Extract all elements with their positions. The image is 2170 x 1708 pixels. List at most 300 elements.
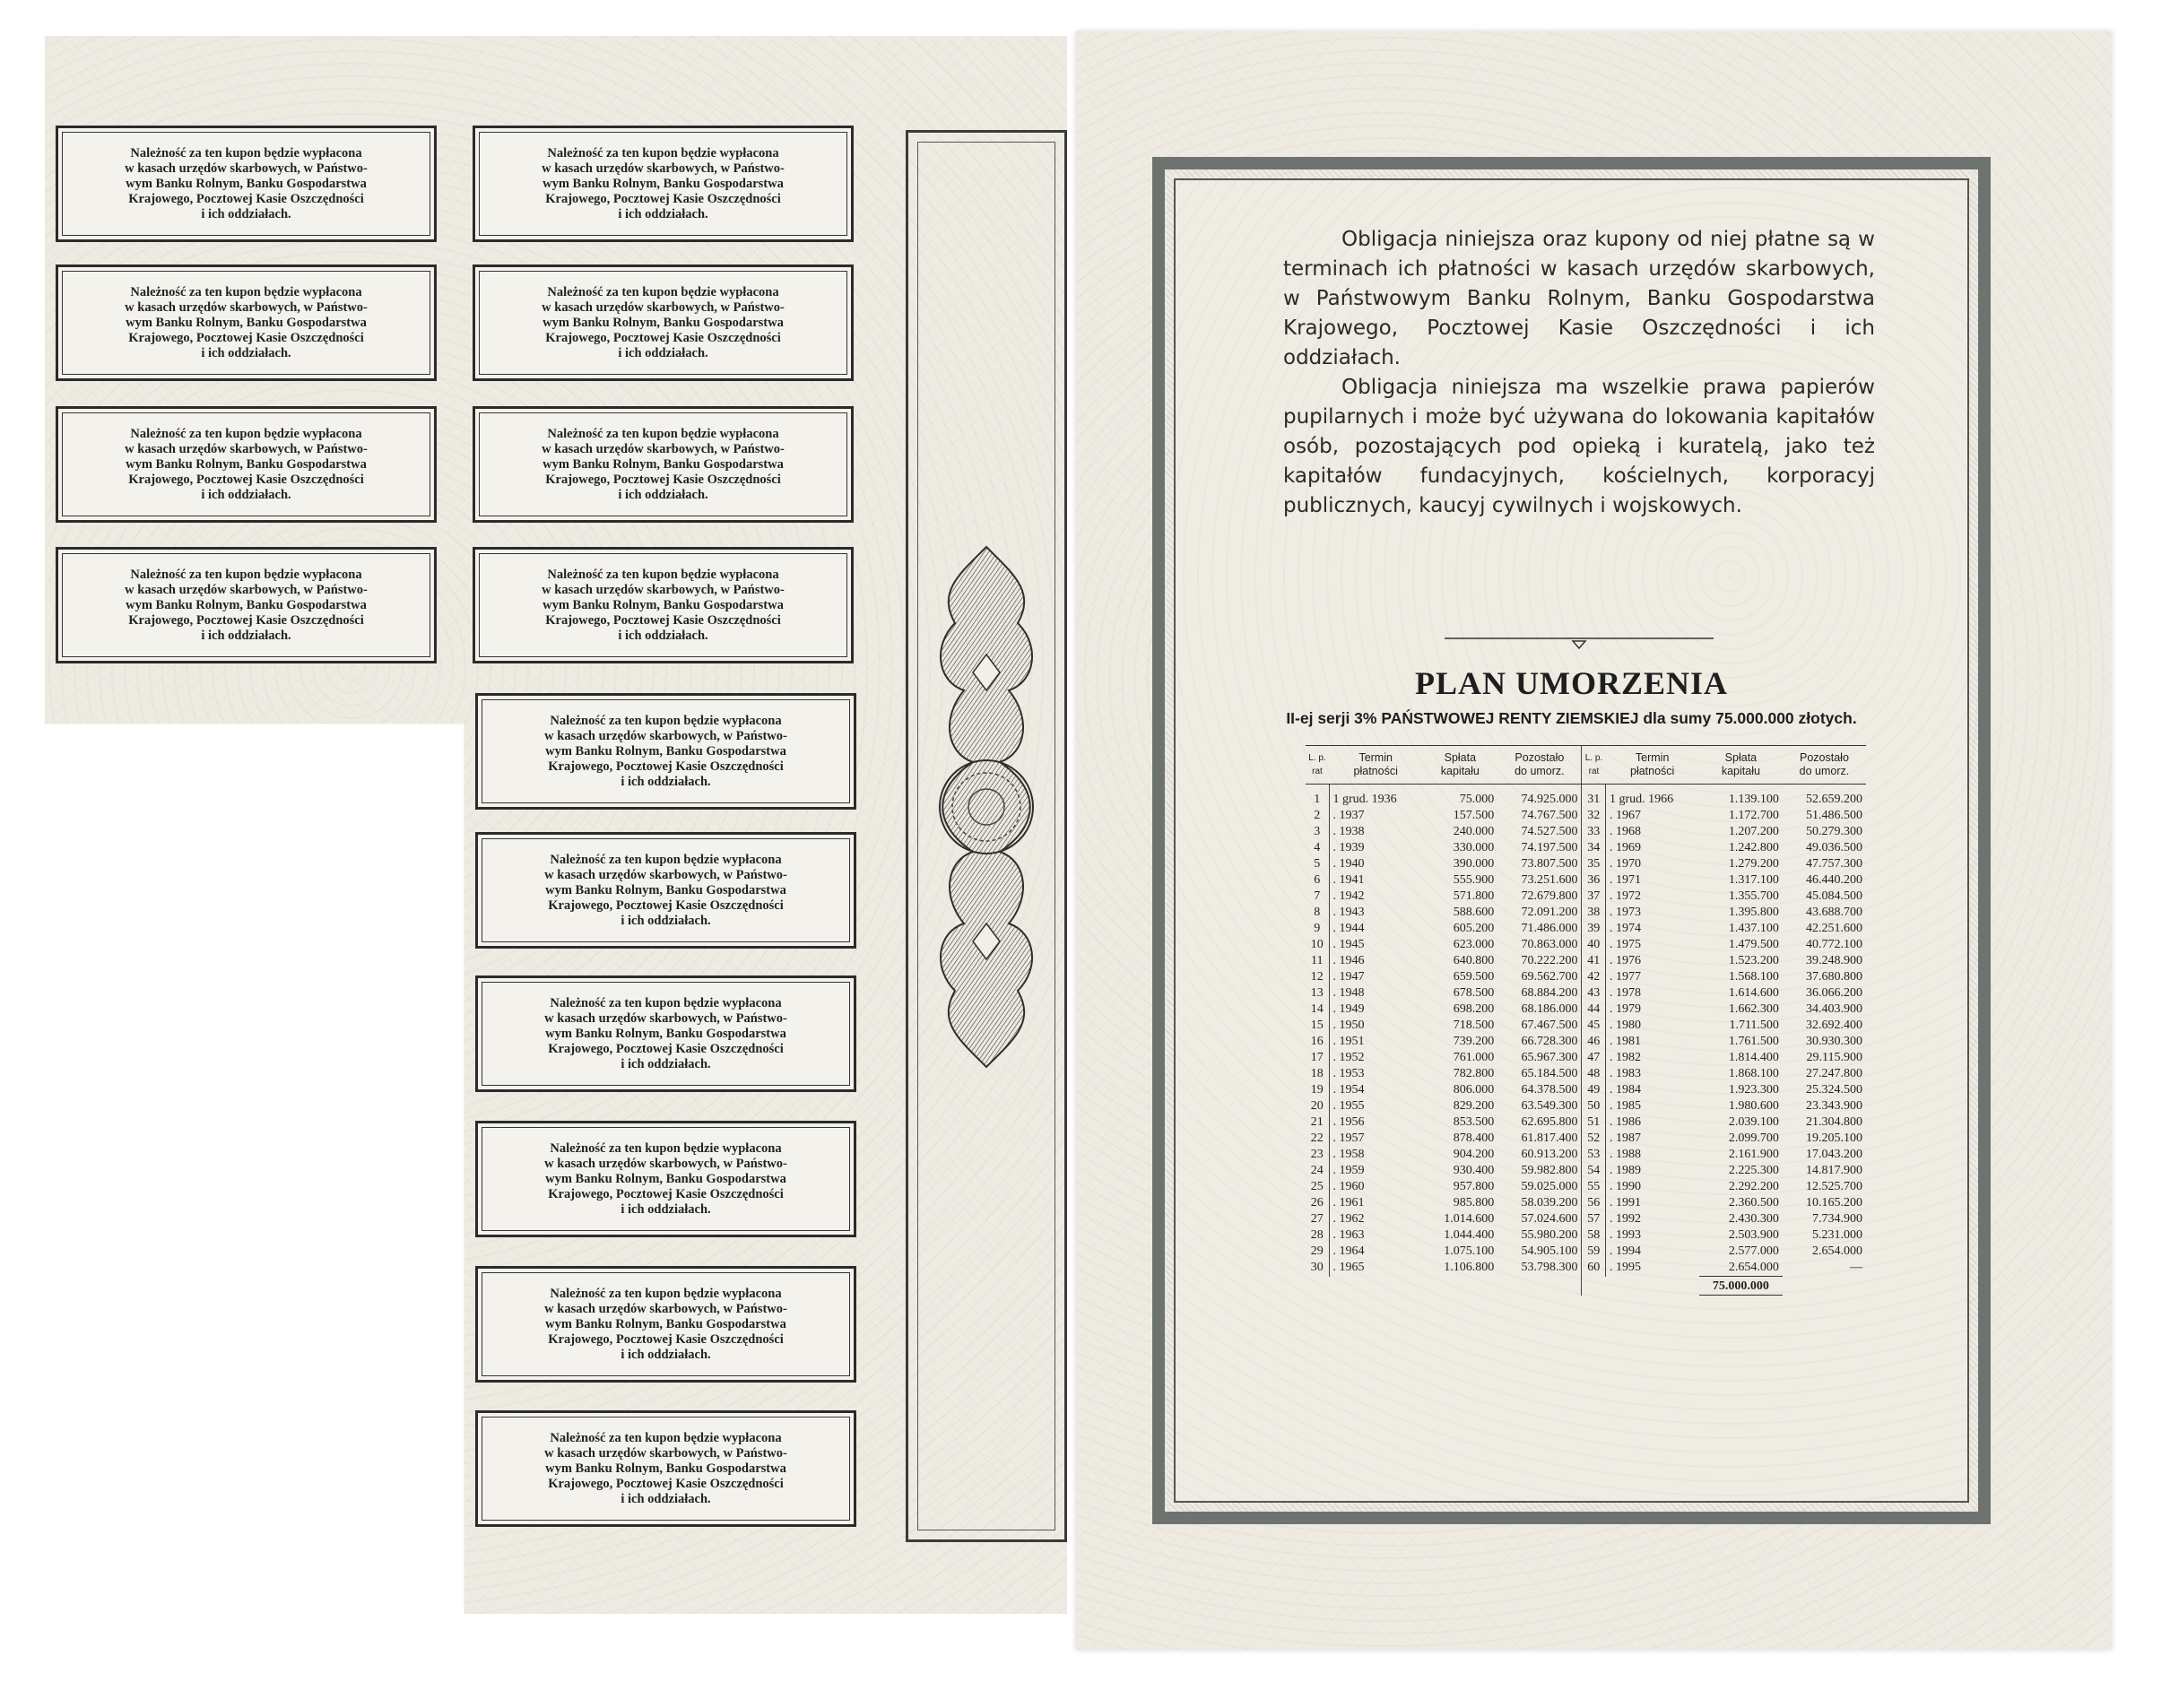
row-number: 14 [1310,1002,1324,1016]
coupon [475,1266,856,1383]
capital-repayment: 2.039.100 [1728,1115,1779,1129]
capital-repayment: 985.800 [1453,1196,1495,1209]
capital-repayment: 1.279.200 [1728,857,1779,871]
remaining-balance: 23.343.900 [1806,1099,1862,1113]
payment-term: . 1968 [1605,824,1698,840]
row-number: 5 [1314,857,1321,871]
row-number: 38 [1587,906,1601,919]
row-number: 42 [1587,970,1601,984]
table-row [1306,1034,1866,1050]
row-number: 55 [1587,1180,1601,1193]
row-number: 22 [1310,1131,1324,1145]
coupon-text: Należność za ten kupon będzie wypłacona w kasach urzędów skarbowych, w Państwo- wym Banku Rolnym, Banku Gospodarstwa Krajowego, Pocztowej Kasie Oszczędności i ich oddziałach. [479,271,847,375]
remaining-balance: 74.925.000 [1497,785,1582,809]
capital-repayment: 1.868.100 [1728,1067,1779,1080]
payment-term: . 1987 [1605,1131,1698,1147]
payment-term: . 1967 [1605,808,1698,824]
payment-term: . 1949 [1329,1001,1422,1018]
capital-repayment: 1.614.600 [1728,986,1779,1000]
capital-repayment: 904.200 [1453,1148,1495,1161]
table-row [1306,1227,1866,1244]
payment-term: 1 grud. 1936 [1329,785,1422,809]
table-row [1306,856,1866,872]
lp-header: L. p. rat [1582,746,1606,785]
payment-term: . 1952 [1329,1050,1422,1066]
row-number: 45 [1587,1019,1601,1032]
row-number: 9 [1314,922,1321,935]
payment-term: . 1957 [1329,1131,1422,1147]
remaining-balance: 46.440.200 [1806,873,1862,887]
remaining-balance: 70.863.000 [1497,937,1582,953]
capital-repayment: 1.523.200 [1728,954,1779,967]
capital-repayment: 605.200 [1453,922,1495,935]
row-number: 16 [1310,1035,1324,1048]
remaining-balance: 32.692.400 [1806,1019,1862,1032]
row-number: 37 [1587,889,1601,903]
notice-paragraph-1: Obligacja niniejsza oraz kupony od niej płatne są w terminach ich płatności w kasach urzędów skarbowych, w Państwowym Banku Rolnym, Banku Gospodarstwa Krajowego, Pocztowej Kasie Oszczędności i ich oddziałach. [1283,228,1875,369]
payment-term: . 1973 [1605,905,1698,921]
remaining-balance: 47.757.300 [1806,857,1862,871]
table-row [1306,889,1866,905]
capital-repayment: 640.800 [1453,954,1495,967]
remaining-balance: 10.165.200 [1806,1196,1862,1209]
payment-term: . 1943 [1329,905,1422,921]
payment-term: . 1964 [1329,1244,1422,1260]
total-amount: 75.000.000 [1699,1277,1783,1296]
table-row [1306,937,1866,953]
coupon-text: Należność za ten kupon będzie wypłacona w kasach urzędów skarbowych, w Państwo- wym Banku Rolnym, Banku Gospodarstwa Krajowego, Pocztowej Kasie Oszczędności i ich oddziałach. [482,982,850,1086]
table-row [1306,1066,1866,1082]
term-header: Termin płatności [1605,746,1698,785]
repayment-header: Spłata kapitału [1422,746,1497,785]
remaining-balance: 2.654.000 [1812,1244,1862,1258]
remaining-balance: 74.197.500 [1497,840,1582,856]
notice-paragraph-2: Obligacja niniejsza ma wszelkie prawa papierów pupilarnych i może być używana do lokowania kapitałów osób, pozostających pod opieką i kuratelą, jako też kapitałów fundacyjnych, kościelnych, korporacyj publicznych, kaucyj cywilnych i wojskowych. [1283,376,1875,517]
capital-repayment: 588.600 [1453,906,1495,919]
coupon [475,832,856,949]
payment-term: . 1969 [1605,840,1698,856]
row-number: 2 [1314,809,1321,822]
remaining-balance: 69.562.700 [1497,969,1582,985]
payment-term: . 1950 [1329,1018,1422,1034]
remaining-balance: 37.680.800 [1806,970,1862,984]
capital-repayment: 930.400 [1453,1164,1495,1177]
coupon-text: Należność za ten kupon będzie wypłacona w kasach urzędów skarbowych, w Państwo- wym Banku Rolnym, Banku Gospodarstwa Krajowego, Pocztowej Kasie Oszczędności i ich oddziałach. [62,412,430,516]
capital-repayment: 1.355.700 [1728,889,1779,903]
payment-term: . 1983 [1605,1066,1698,1082]
row-number: 12 [1310,970,1324,984]
payment-term: . 1989 [1605,1163,1698,1179]
capital-repayment: 1.075.100 [1444,1244,1495,1258]
capital-repayment: 2.503.900 [1728,1228,1779,1242]
payment-term: . 1977 [1605,969,1698,985]
table-row [1306,872,1866,889]
payment-term: . 1938 [1329,824,1422,840]
coupon-text: Należność za ten kupon będzie wypłacona w kasach urzędów skarbowych, w Państwo- wym Banku Rolnym, Banku Gospodarstwa Krajowego, Pocztowej Kasie Oszczędności i ich oddziałach. [479,412,847,516]
capital-repayment: 761.000 [1453,1051,1495,1064]
remaining-balance: 5.231.000 [1812,1228,1862,1242]
row-number: 30 [1310,1261,1324,1275]
row-number: 11 [1311,954,1324,967]
coupon [56,406,437,523]
remaining-balance: 55.980.200 [1497,1227,1582,1244]
payment-term: . 1956 [1329,1114,1422,1131]
remaining-header: Pozostało do umorz. [1497,746,1582,785]
row-number: 23 [1310,1148,1324,1161]
coupon-text: Należność za ten kupon będzie wypłacona w kasach urzędów skarbowych, w Państwo- wym Banku Rolnym, Banku Gospodarstwa Krajowego, Pocztowej Kasie Oszczędności i ich oddziałach. [482,1127,850,1231]
payment-term: . 1958 [1329,1147,1422,1163]
plan-subtitle: II-ej serji 3% PAŃSTWOWEJ RENTY ZIEMSKIEJ dla sumy 75.000.000 złotych. [1286,709,1857,727]
coupon [475,693,856,810]
table-row [1306,1018,1866,1034]
payment-term: . 1975 [1605,937,1698,953]
remaining-balance: 40.772.100 [1806,938,1862,951]
coupon-text: Należność za ten kupon będzie wypłacona w kasach urzędów skarbowych, w Państwo- wym Banku Rolnym, Banku Gospodarstwa Krajowego, Pocztowej Kasie Oszczędności i ich oddziałach. [62,553,430,657]
coupon [475,1121,856,1237]
payment-term: . 1953 [1329,1066,1422,1082]
payment-term: . 1940 [1329,856,1422,872]
row-number: 48 [1587,1067,1601,1080]
payment-term: . 1939 [1329,840,1422,856]
remaining-balance: 57.024.600 [1497,1211,1582,1227]
row-number: 8 [1314,906,1321,919]
row-number: 36 [1587,873,1601,887]
row-number: 17 [1310,1051,1324,1064]
payment-term: . 1944 [1329,921,1422,937]
capital-repayment: 2.654.000 [1728,1261,1779,1274]
remaining-balance: 59.025.000 [1497,1179,1582,1195]
payment-term: . 1984 [1605,1082,1698,1098]
capital-repayment: 782.800 [1453,1067,1495,1080]
remaining-balance: 73.251.600 [1497,872,1582,889]
row-number: 27 [1310,1212,1324,1226]
row-number: 34 [1587,841,1601,854]
payment-term: . 1970 [1605,856,1698,872]
remaining-balance: 68.884.200 [1497,985,1582,1001]
row-number: 60 [1587,1261,1601,1275]
row-number: 52 [1587,1131,1601,1145]
remaining-balance: 21.304.800 [1806,1115,1862,1129]
row-number: 21 [1310,1115,1324,1129]
remaining-balance: 34.403.900 [1806,1002,1862,1016]
capital-repayment: 806.000 [1453,1083,1495,1097]
capital-repayment: 2.430.300 [1728,1212,1779,1226]
capital-repayment: 829.200 [1453,1099,1495,1113]
table-row [1306,905,1866,921]
remaining-balance: 54.905.100 [1497,1244,1582,1260]
row-number: 24 [1310,1164,1324,1177]
payment-term: . 1974 [1605,921,1698,937]
remaining-balance: 62.695.800 [1497,1114,1582,1131]
remaining-balance: 65.184.500 [1497,1066,1582,1082]
table-row [1306,1114,1866,1131]
remaining-balance: 39.248.900 [1806,954,1862,967]
capital-repayment: 1.106.800 [1444,1261,1495,1275]
remaining-balance: 73.807.500 [1497,856,1582,872]
table-row [1306,1131,1866,1147]
capital-repayment: 698.200 [1453,1002,1495,1016]
payment-term: . 1945 [1329,937,1422,953]
capital-repayment: 1.814.400 [1728,1051,1779,1064]
table-row [1306,1244,1866,1260]
row-number: 43 [1587,986,1601,1000]
total-row [1306,1277,1866,1296]
remaining-balance: 65.967.300 [1497,1050,1582,1066]
table-row [1306,1163,1866,1179]
remaining-balance: 49.036.500 [1806,841,1862,854]
row-number: 19 [1310,1083,1324,1097]
coupon [473,406,854,523]
row-number: 53 [1587,1148,1601,1161]
remaining-balance: 63.549.300 [1497,1098,1582,1114]
payment-term: . 1972 [1605,889,1698,905]
capital-repayment: 2.360.500 [1728,1196,1779,1209]
capital-repayment: 1.437.100 [1728,922,1779,935]
row-number: 28 [1310,1228,1324,1242]
coupon [473,264,854,381]
row-number: 46 [1587,1035,1601,1048]
capital-repayment: 571.800 [1453,889,1495,903]
payment-term: . 1954 [1329,1082,1422,1098]
capital-repayment: 330.000 [1453,841,1495,854]
payment-term: . 1988 [1605,1147,1698,1163]
row-number: 20 [1310,1099,1324,1113]
capital-repayment: 1.395.800 [1728,906,1779,919]
capital-repayment: 623.000 [1453,938,1495,951]
row-number: 50 [1587,1099,1601,1113]
coupon-text: Należność za ten kupon będzie wypłacona w kasach urzędów skarbowych, w Państwo- wym Banku Rolnym, Banku Gospodarstwa Krajowego, Pocztowej Kasie Oszczędności i ich oddziałach. [62,132,430,236]
capital-repayment: 1.479.500 [1728,938,1779,951]
payment-term: . 1942 [1329,889,1422,905]
remaining-balance: 27.247.800 [1806,1067,1862,1080]
capital-repayment: 957.800 [1453,1180,1495,1193]
redemption-schedule-table [1306,745,1866,1296]
row-number: 4 [1314,841,1321,854]
coupon [473,126,854,242]
capital-repayment: 718.500 [1453,1019,1495,1032]
remaining-balance: 12.525.700 [1806,1180,1862,1193]
coupon [56,264,437,381]
row-number: 47 [1587,1051,1601,1064]
row-number: 15 [1310,1019,1324,1032]
coupon-text: Należność za ten kupon będzie wypłacona w kasach urzędów skarbowych, w Państwo- wym Banku Rolnym, Banku Gospodarstwa Krajowego, Pocztowej Kasie Oszczędności i ich oddziałach. [482,1417,850,1521]
table-row [1306,824,1866,840]
table-row [1306,969,1866,985]
remaining-balance: 58.039.200 [1497,1195,1582,1211]
divider-ornament-icon [1445,633,1714,651]
row-number: 25 [1310,1180,1324,1193]
coupon [56,547,437,663]
coupon-text: Należność za ten kupon będzie wypłacona w kasach urzędów skarbowych, w Państwo- wym Banku Rolnym, Banku Gospodarstwa Krajowego, Pocztowej Kasie Oszczędności i ich oddziałach. [482,838,850,942]
payment-term: . 1965 [1329,1260,1422,1277]
remaining-balance: 7.734.900 [1812,1212,1862,1226]
remaining-balance: 19.205.100 [1806,1131,1862,1145]
capital-repayment: 739.200 [1453,1035,1495,1048]
remaining-balance: 17.043.200 [1806,1148,1862,1161]
capital-repayment: 2.577.000 [1728,1244,1779,1258]
remaining-balance: — [1850,1261,1862,1275]
remaining-balance: 71.486.000 [1497,921,1582,937]
capital-repayment: 2.292.200 [1728,1180,1779,1193]
table-row [1306,985,1866,1001]
remaining-balance: 70.222.200 [1497,953,1582,969]
capital-repayment: 1.044.400 [1444,1228,1495,1242]
capital-repayment: 1.207.200 [1728,825,1779,838]
coupon-text: Należność za ten kupon będzie wypłacona w kasach urzędów skarbowych, w Państwo- wym Banku Rolnym, Banku Gospodarstwa Krajowego, Pocztowej Kasie Oszczędności i ich oddziałach. [62,271,430,375]
guilloche-rosette-icon [928,538,1045,1076]
coupon-text: Należność za ten kupon będzie wypłacona w kasach urzędów skarbowych, w Państwo- wym Banku Rolnym, Banku Gospodarstwa Krajowego, Pocztowej Kasie Oszczędności i ich oddziałach. [482,699,850,803]
table-row [1306,808,1866,824]
payment-term: . 1955 [1329,1098,1422,1114]
row-number: 59 [1587,1244,1601,1258]
capital-repayment: 1.662.300 [1728,1002,1779,1016]
payment-term: . 1993 [1605,1227,1698,1244]
payment-term: . 1985 [1605,1098,1698,1114]
payment-term: . 1971 [1605,872,1698,889]
repayment-header: Spłata kapitału [1699,746,1783,785]
capital-repayment: 2.225.300 [1728,1164,1779,1177]
coupon-text: Należność za ten kupon będzie wypłacona w kasach urzędów skarbowych, w Państwo- wym Banku Rolnym, Banku Gospodarstwa Krajowego, Pocztowej Kasie Oszczędności i ich oddziałach. [482,1272,850,1376]
row-number: 18 [1310,1067,1324,1080]
row-number: 3 [1314,825,1321,838]
payment-term: . 1937 [1329,808,1422,824]
row-number: 29 [1310,1244,1324,1258]
table-row [1306,1195,1866,1211]
table-row [1306,1098,1866,1114]
plan-title: PLAN UMORZENIA [1414,665,1728,701]
capital-repayment: 853.500 [1453,1115,1495,1129]
capital-repayment: 2.161.900 [1728,1148,1779,1161]
remaining-balance: 66.728.300 [1497,1034,1582,1050]
payment-term: . 1991 [1605,1195,1698,1211]
payment-term: . 1946 [1329,953,1422,969]
payment-term: . 1981 [1605,1034,1698,1050]
payment-term: . 1947 [1329,969,1422,985]
remaining-balance: 14.817.900 [1806,1164,1862,1177]
capital-repayment: 1.711.500 [1729,1019,1779,1032]
capital-repayment: 1.014.600 [1444,1212,1495,1226]
remaining-balance: 64.378.500 [1497,1082,1582,1098]
table-row [1306,840,1866,856]
bond-notice [1283,225,1875,521]
capital-repayment: 1.172.700 [1728,809,1779,822]
payment-term: . 1992 [1605,1211,1698,1227]
row-number: 49 [1587,1083,1601,1097]
table-row [1306,953,1866,969]
table-row [1306,1082,1866,1098]
payment-term: . 1948 [1329,985,1422,1001]
payment-term: . 1951 [1329,1034,1422,1050]
row-number: 35 [1587,857,1601,871]
payment-term: . 1961 [1329,1195,1422,1211]
remaining-balance: 25.324.500 [1806,1083,1862,1097]
payment-term: . 1976 [1605,953,1698,969]
row-number: 51 [1587,1115,1601,1129]
capital-repayment: 1.923.300 [1728,1083,1779,1097]
row-number: 57 [1587,1212,1601,1226]
payment-term: . 1959 [1329,1163,1422,1179]
capital-repayment: 659.500 [1453,970,1495,984]
payment-term: . 1963 [1329,1227,1422,1244]
row-number: 58 [1587,1228,1601,1242]
capital-repayment: 555.900 [1453,873,1495,887]
capital-repayment: 240.000 [1453,825,1495,838]
payment-term: . 1962 [1329,1211,1422,1227]
payment-term: 1 grud. 1966 [1605,785,1698,809]
payment-term: . 1980 [1605,1018,1698,1034]
table-row [1306,1050,1866,1066]
payment-term: . 1941 [1329,872,1422,889]
remaining-balance: 60.913.200 [1497,1147,1582,1163]
coupon [475,1410,856,1527]
table-row [1306,1211,1866,1227]
row-number: 56 [1587,1196,1601,1209]
remaining-balance: 61.817.400 [1497,1131,1582,1147]
remaining-balance: 68.186.000 [1497,1001,1582,1018]
remaining-balance: 72.679.800 [1497,889,1582,905]
coupon [475,975,856,1092]
payment-term: . 1982 [1605,1050,1698,1066]
coupon [56,126,437,242]
remaining-balance: 45.084.500 [1806,889,1862,903]
payment-term: . 1986 [1605,1114,1698,1131]
remaining-balance: 36.066.200 [1806,986,1862,1000]
remaining-balance: 43.688.700 [1806,906,1862,919]
row-number: 41 [1587,954,1601,967]
row-number: 54 [1587,1164,1601,1177]
coupon-text: Należność za ten kupon będzie wypłacona w kasach urzędów skarbowych, w Państwo- wym Banku Rolnym, Banku Gospodarstwa Krajowego, Pocztowej Kasie Oszczędności i ich oddziałach. [479,132,847,236]
payment-term: . 1979 [1605,1001,1698,1018]
bond-frame [1152,157,1991,1524]
capital-repayment: 390.000 [1453,857,1495,871]
table-header-row [1306,746,1866,785]
row-number: 13 [1310,986,1324,1000]
remaining-balance: 74.767.500 [1497,808,1582,824]
payment-term: . 1995 [1605,1260,1698,1277]
coupon-text: Należność za ten kupon będzie wypłacona w kasach urzędów skarbowych, w Państwo- wym Banku Rolnym, Banku Gospodarstwa Krajowego, Pocztowej Kasie Oszczędności i ich oddziałach. [479,553,847,657]
table-row [1306,1179,1866,1195]
capital-repayment: 1.568.100 [1728,970,1779,984]
capital-repayment: 2.099.700 [1728,1131,1779,1145]
row-number: 39 [1587,922,1601,935]
table-row [1306,1260,1866,1277]
remaining-header: Pozostało do umorz. [1783,746,1866,785]
remaining-balance: 59.982.800 [1497,1163,1582,1179]
row-number: 32 [1587,809,1601,822]
row-number: 40 [1587,938,1601,951]
capital-repayment: 878.400 [1453,1131,1495,1145]
remaining-balance: 53.798.300 [1497,1260,1582,1277]
row-number: 6 [1314,873,1321,887]
table-row [1306,1147,1866,1163]
remaining-balance: 51.486.500 [1806,809,1862,822]
row-number: 10 [1310,938,1324,951]
row-number: 26 [1310,1196,1324,1209]
remaining-balance: 67.467.500 [1497,1018,1582,1034]
row-number: 44 [1587,1002,1601,1016]
term-header: Termin płatności [1329,746,1422,785]
coupon [473,547,854,663]
payment-term: . 1994 [1605,1244,1698,1260]
remaining-balance: 30.930.300 [1806,1035,1862,1048]
remaining-balance: 42.251.600 [1806,922,1862,935]
row-number: 33 [1587,825,1601,838]
remaining-balance: 72.091.200 [1497,905,1582,921]
capital-repayment: 1.317.100 [1728,873,1779,887]
remaining-balance: 74.527.500 [1497,824,1582,840]
capital-repayment: 678.500 [1453,986,1495,1000]
payment-term: . 1978 [1605,985,1698,1001]
